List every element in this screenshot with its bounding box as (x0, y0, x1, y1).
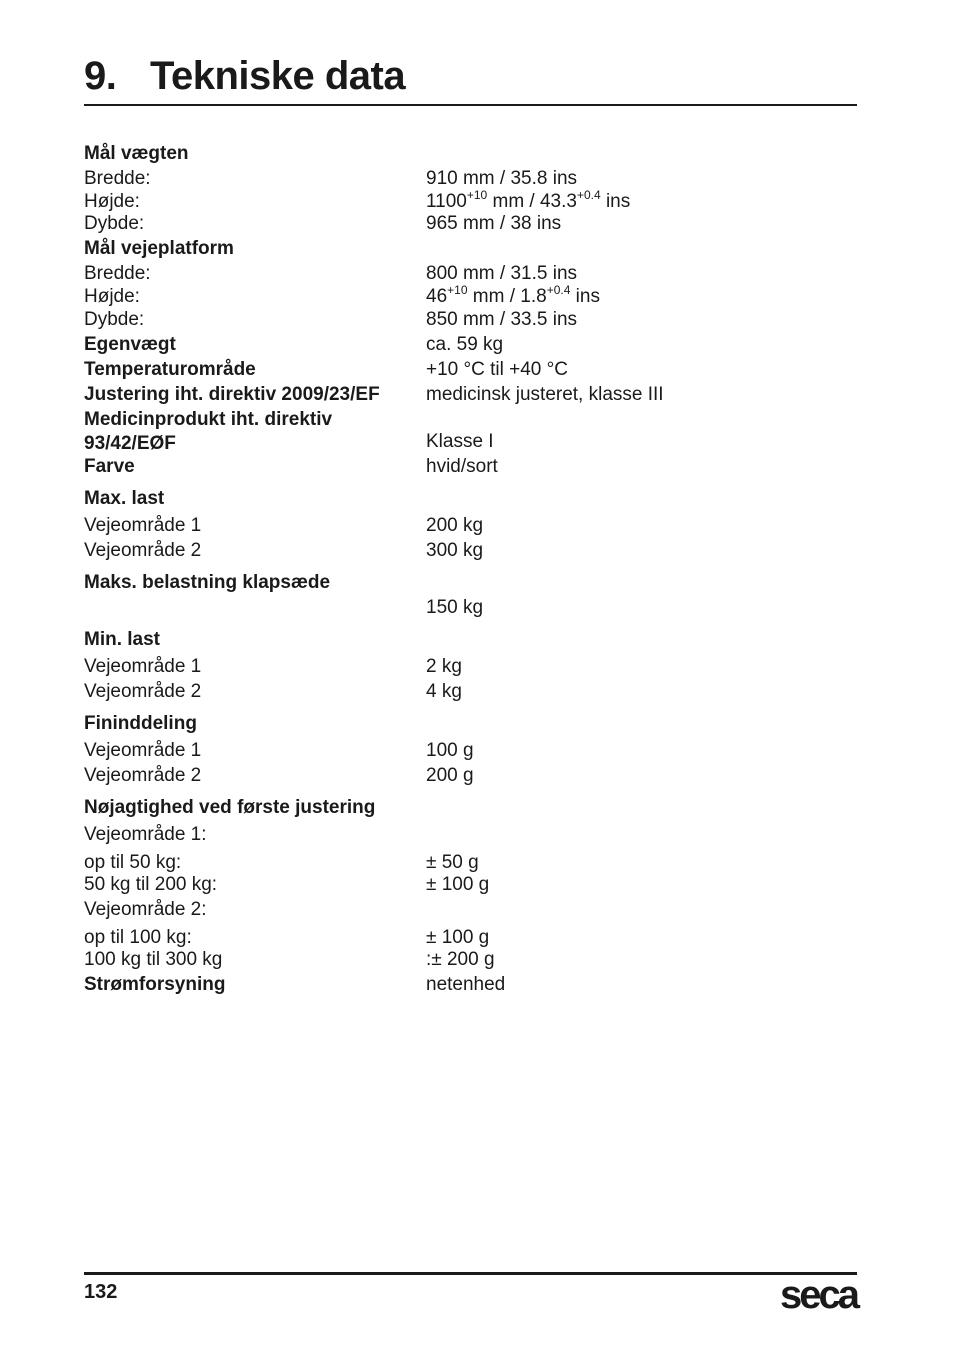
page-title (84, 50, 405, 102)
title-rule (84, 104, 857, 106)
seca-logo: seca (780, 1273, 857, 1317)
section-title: Tekniske data (150, 54, 406, 98)
section-number: 9. (84, 54, 117, 98)
page-number: 132 (84, 1281, 118, 1303)
footer-rule (84, 1272, 857, 1275)
